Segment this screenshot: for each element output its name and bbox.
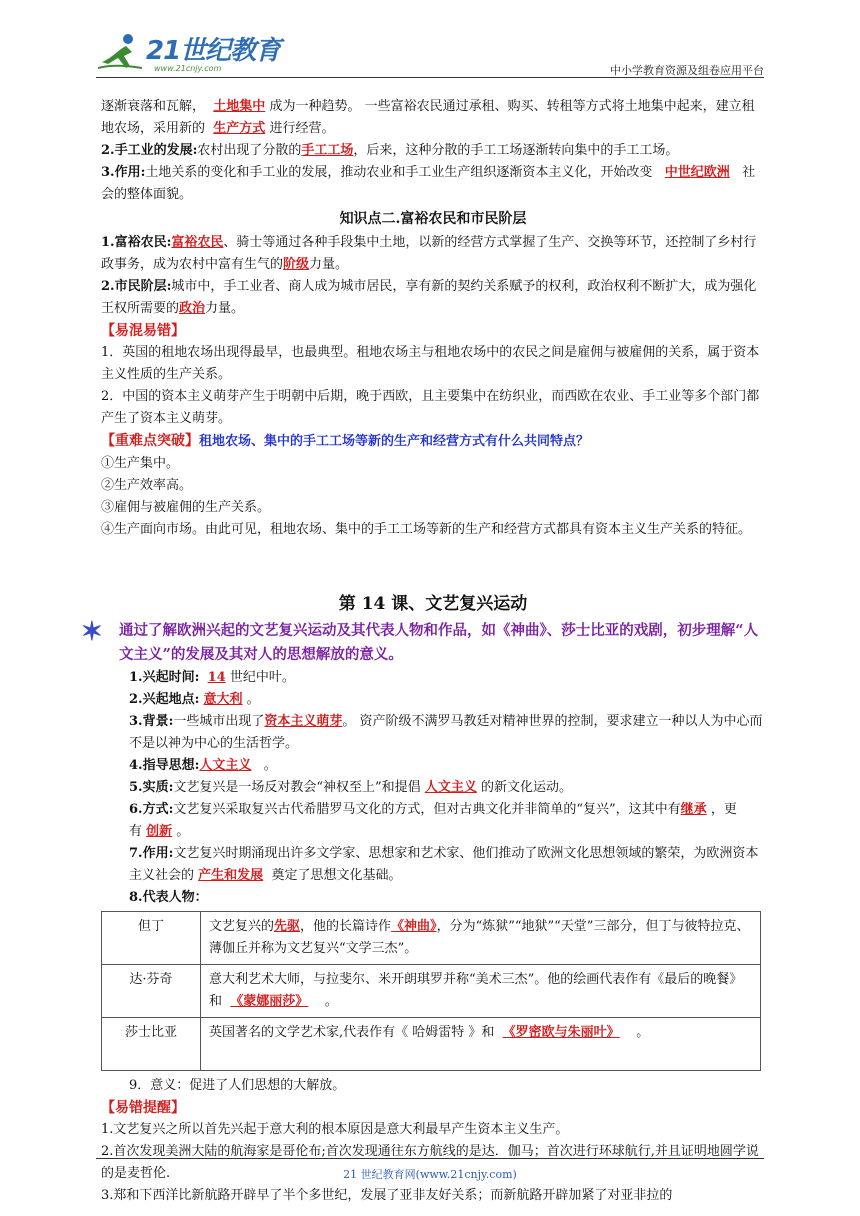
key-answer: ①生产集中。 — [101, 456, 180, 471]
item-place: 2.兴起地点: 意大利 。 — [129, 692, 260, 707]
person-desc: 意大利艺术大师，与拉斐尔、米开朗琪罗并称“美术三杰”。他的绘画代表作有《最后的晚餐》和 《蒙娜丽莎》 。 — [201, 965, 761, 1018]
lesson-objective: ✶ 通过了解欧洲兴起的文艺复兴运动及其代表人物和作品，如《神曲》、莎士比亚的戏剧，初步理解“人文主义”的发展及其对人的思想解放的意义。 — [81, 617, 759, 663]
blank-answer: 14 — [207, 670, 226, 685]
blank-answer: 土地集中 — [213, 99, 266, 114]
person-name: 达·芬奇 — [102, 965, 201, 1018]
blank-answer: 政治 — [179, 301, 206, 316]
mistake-item: 3.郑和下西洋比新航路开辟早了半个多世纪，发展了亚非友好关系；而新航路开辟加紧了对亚非拉的 — [101, 1188, 673, 1203]
item-effect: 7.作用:文艺复兴时期涌现出许多文学家、思想家和艺术家、他们推动了欧洲文化思想领域的繁荣，为欧洲资本主义社会的 产生和发展 奠定了思想文化基础。 — [129, 846, 759, 883]
representatives-table — [101, 911, 761, 1071]
item-background: 3.背景:一些城市出现了资本主义萌芽。 资产阶级不满罗马教廷对精神世界的控制，要求建立一种以人为中心而不是以神为中心的生活哲学。 — [129, 714, 763, 751]
blank-answer: 产生和发展 — [198, 868, 264, 883]
section-title: 知识点二.富裕农民和市民阶层 — [339, 211, 527, 227]
mistake-item: 2.首次发现美洲大陆的航海家是哥伦布;首次发现通往东方航线的是达．伽马；首次进行环球航行,并且证明地圆学说的是麦哲伦. — [101, 1144, 759, 1181]
document-body — [81, 96, 765, 1207]
paragraph-rich-farmers: 1.富裕农民:富裕农民、骑士等通过各种手段集中土地，以新的经营方式掌握了生产、交换等环节，还控制了乡村行政事务，成为农村中富有生气的阶级力量。 — [101, 235, 757, 272]
person-name: 莎士比亚 — [102, 1018, 201, 1071]
blank-answer: 《罗密欧与朱丽叶》 — [502, 1025, 620, 1040]
confuse-item: 1．英国的租地农场出现得最早，也最典型。租地农场主与租地农场中的农民之间是雇佣与被雇佣的关系，属于资本主义性质的生产关系。 — [101, 345, 760, 382]
blank-answer: 创新 — [146, 824, 173, 839]
blank-answer: 手工工场 — [301, 143, 354, 158]
lesson-title: 第 14 课、文艺复兴运动 — [338, 594, 528, 614]
runner-logo-icon — [98, 32, 142, 72]
blank-answer: 人文主义 — [199, 758, 252, 773]
table-row — [102, 912, 761, 965]
blank-answer: 富裕农民 — [171, 235, 224, 250]
confuse-tag: 【易混易错】 — [101, 323, 185, 339]
item-essence: 5.实质:文艺复兴是一场反对教会“神权至上”和提倡 人文主义 的新文化运动。 — [129, 780, 572, 795]
paragraph-handicraft: 2.手工业的发展:农村出现了分散的手工工场，后来，这种分散的手工工场逐渐转向集中的手工工场。 — [101, 143, 679, 158]
person-desc: 文艺复兴的先驱，他的长篇诗作《神曲》，分为“炼狱”“地狱”“天堂”三部分，但丁与彼特拉克、薄伽丘并称为文艺复兴“文学三杰”。 — [201, 912, 761, 965]
person-desc: 英国著名的文学艺术家,代表作有《 哈姆雷特 》和 《罗密欧与朱丽叶》 。 — [201, 1018, 761, 1071]
mistake-item: 1.文艺复兴之所以首先兴起于意大利的根本原因是意大利最早产生资本主义生产。 — [101, 1122, 569, 1137]
paragraph-land: 逐渐衰落和瓦解， 土地集中 成为一种趋势。 一些富裕农民通过承租、购买、转租等方式将土地集中起来，建立租地农场，采用新的 生产方式 进行经营。 — [101, 99, 755, 136]
item-ideology: 4.指导思想:人文主义 。 — [129, 758, 277, 773]
logo-text: 21世纪教育 — [146, 36, 281, 66]
blank-answer: 资本主义萌芽 — [264, 714, 343, 729]
key-answer: ③雇佣与被雇佣的生产关系。 — [101, 500, 271, 515]
key-question: 【重难点突破】租地农场、集中的手工工场等新的生产和经营方式有什么共同特点？ — [101, 433, 590, 449]
blank-answer: 意大利 — [203, 692, 243, 707]
blank-answer: 继承 — [680, 802, 707, 817]
blank-answer: 《神曲》 — [391, 919, 437, 934]
footer-text: 21 世纪教育网(www.21cnjy.com) — [343, 1168, 517, 1181]
paragraph-citizens: 2.市民阶层:城市中，手工业者、商人成为城市居民，享有新的契约关系赋予的权利，政治权利不断扩大，成为强化王权所需要的政治力量。 — [101, 279, 757, 316]
item-method: 6.方式:文艺复兴采取复兴古代希腊罗马文化的方式，但对古典文化并非简单的“复兴”，这其中有继承 ，更有 创新 。 — [129, 802, 737, 839]
mistake-tag: 【易错提醒】 — [101, 1100, 185, 1116]
table-row — [102, 1018, 761, 1071]
logo-url: www.21cnjy.com — [154, 64, 222, 73]
blank-answer: 中世纪欧洲 — [664, 165, 730, 180]
confuse-item: 2．中国的资本主义萌芽产生于明朝中后期，晚于西欧，且主要集中在纺织业，而西欧在农业、手工业等多个部门都产生了资本主义萌芽。 — [101, 389, 760, 426]
blank-answer: 《蒙娜丽莎》 — [230, 994, 309, 1009]
item-representatives: 8.代表人物： — [129, 890, 208, 905]
footer-divider — [96, 1158, 764, 1159]
person-name: 但丁 — [102, 912, 201, 965]
blank-answer: 先驱 — [274, 919, 301, 934]
table-row — [102, 965, 761, 1018]
blank-answer: 阶级 — [283, 257, 310, 272]
header-divider — [96, 77, 764, 78]
item-time: 1.兴起时间: 14 世纪中叶。 — [129, 670, 295, 685]
key-answer: ④生产面向市场。由此可见，租地农场、集中的手工工场等新的生产和经营方式都具有资本主义生产关系的特征。 — [101, 522, 752, 537]
star-icon: ✶ — [81, 617, 103, 647]
key-answer: ②生产效率高。 — [101, 478, 193, 493]
item-significance: 9．意义：促进了人们思想的大解放。 — [129, 1078, 346, 1093]
blank-answer: 生产方式 — [213, 121, 266, 136]
paragraph-effect: 3.作用:土地关系的变化和手工业的发展，推动农业和手工业生产组织逐渐资本主义化，开始改变 中世纪欧洲 社会的整体面貌。 — [101, 165, 756, 202]
blank-answer: 人文主义 — [424, 780, 477, 795]
page-header — [96, 26, 764, 78]
header-platform-text: 中小学教育资源及组卷应用平台 — [610, 64, 764, 77]
